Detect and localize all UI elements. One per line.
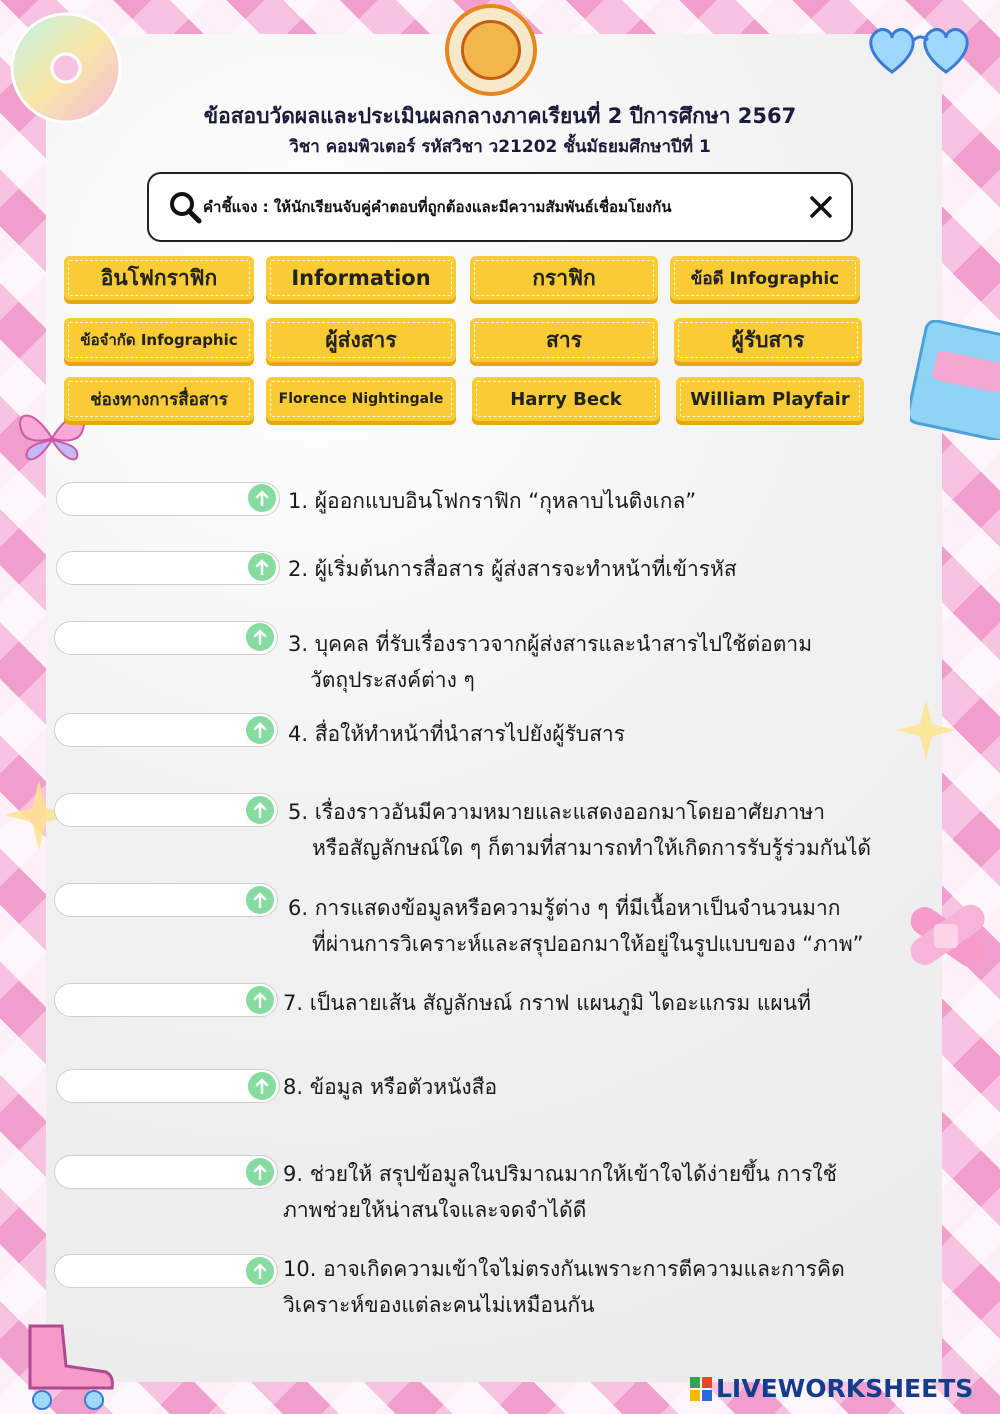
question-line: 7. เป็นลายเส้น สัญลักษณ์ กราฟ แผนภูมิ ไดอะแกรม แผนที่ — [283, 991, 811, 1015]
upload-arrow-icon[interactable] — [246, 986, 274, 1014]
cassette-sticker — [910, 320, 1000, 440]
upload-arrow-icon[interactable] — [246, 796, 274, 824]
upload-arrow-icon[interactable] — [246, 1158, 274, 1186]
question-8 — [283, 1069, 963, 1105]
answer-drop-field[interactable] — [54, 793, 278, 827]
question-line: 6. การแสดงข้อมูลหรือความรู้ต่าง ๆ ที่มีเนื้อหาเป็นจำนวนมาก — [288, 896, 841, 920]
question-line: 5. เรื่องราวอันมีความหมายและแสดงออกมาโดยอาศัยภาษา — [288, 800, 825, 824]
question-line: ภาพช่วยให้น่าสนใจและจดจำได้ดี — [283, 1198, 587, 1222]
brand-name: LIVEWORKSHEETS — [716, 1374, 974, 1403]
question-line: 8. ข้อมูล หรือตัวหนังสือ — [283, 1075, 498, 1099]
answer-drop-field[interactable] — [56, 1069, 280, 1103]
question-6 — [288, 890, 968, 962]
answer-chip[interactable]: ข้อดี Infographic — [670, 256, 860, 300]
upload-arrow-icon[interactable] — [248, 553, 276, 581]
heart-glasses-sticker — [862, 16, 982, 80]
answer-chip[interactable]: ช่องทางการสื่อสาร — [64, 377, 254, 421]
answer-drop-field[interactable] — [54, 883, 278, 917]
answer-drop-field[interactable] — [54, 1254, 278, 1288]
question-line: 1. ผู้ออกแบบอินโฟกราฟิก “กุหลาบไนติงเกล” — [288, 489, 697, 513]
page-title: ข้อสอบวัดผลและประเมินผลกลางภาคเรียนที่ 2 ปีการศึกษา 2567 — [203, 104, 797, 128]
question-line: หรือสัญลักษณ์ใด ๆ ก็ตามที่สามารถทำให้เกิดการรับรู้ร่วมกันได้ — [312, 836, 872, 860]
question-7 — [283, 985, 963, 1021]
question-line: 4. สื่อให้ทำหน้าที่นำสารไปยังผู้รับสาร — [288, 722, 625, 746]
instruction-box — [147, 172, 853, 242]
search-icon — [167, 189, 203, 225]
question-5 — [288, 794, 968, 866]
upload-arrow-icon[interactable] — [246, 886, 274, 914]
page-subtitle: วิชา คอมพิวเตอร์ รหัสวิชา ว21202 ชั้นมัธยมศึกษาปีที่ 1 — [289, 137, 711, 157]
question-1 — [288, 483, 968, 519]
upload-arrow-icon[interactable] — [246, 1257, 274, 1285]
answer-chip[interactable]: Harry Beck — [472, 377, 660, 421]
answer-drop-field[interactable] — [54, 713, 278, 747]
question-3 — [288, 626, 968, 698]
upload-arrow-icon[interactable] — [246, 716, 274, 744]
answer-chip[interactable]: William Playfair — [676, 377, 864, 421]
school-logo — [445, 4, 537, 96]
answer-drop-field[interactable] — [54, 1155, 278, 1189]
question-4 — [288, 716, 968, 752]
question-line: 9. ช่วยให้ สรุปข้อมูลในปริมาณมากให้เข้าใจได้ง่ายขึ้น การใช้ — [283, 1162, 837, 1186]
answer-drop-field[interactable] — [56, 551, 280, 585]
answer-drop-field[interactable] — [56, 482, 280, 516]
close-icon[interactable] — [807, 193, 835, 221]
question-line: วัตถุประสงค์ต่าง ๆ — [310, 668, 475, 692]
question-10 — [283, 1251, 963, 1323]
answer-chip[interactable]: Information — [266, 256, 456, 300]
question-line: 3. บุคคล ที่รับเรื่องราวจากผู้ส่งสารและนำสารไปใช้ต่อตาม — [288, 632, 813, 656]
liveworksheets-mark-icon — [690, 1377, 712, 1401]
question-line: 10. อาจเกิดความเข้าใจไม่ตรงกันเพราะการตีความและการคิด — [283, 1257, 845, 1281]
question-9 — [283, 1156, 963, 1228]
answer-chip[interactable]: อินโฟกราฟิก — [64, 256, 254, 300]
instruction-text: คำชี้แจง : ให้นักเรียนจับคู่คำตอบที่ถูกต้องและมีความสัมพันธ์เชื่อมโยงกัน — [203, 198, 672, 216]
upload-arrow-icon[interactable] — [248, 1072, 276, 1100]
answer-chip[interactable]: กราฟิก — [470, 256, 658, 300]
answer-chip[interactable]: ผู้รับสาร — [674, 318, 862, 362]
liveworksheets-logo[interactable] — [690, 1374, 973, 1403]
answer-chip[interactable]: ผู้ส่งสาร — [266, 318, 456, 362]
answer-drop-field[interactable] — [54, 983, 278, 1017]
question-line: ที่ผ่านการวิเคราะห์และสรุปออกมาให้อยู่ในรูปแบบของ “ภาพ” — [312, 932, 864, 956]
answer-chip[interactable]: สาร — [470, 318, 658, 362]
question-2 — [288, 551, 968, 587]
answer-chip[interactable]: ข้อจำกัด Infographic — [64, 318, 254, 362]
question-line: 2. ผู้เริ่มต้นการสื่อสาร ผู้ส่งสารจะทำหน้าที่เข้ารหัส — [288, 557, 737, 581]
upload-arrow-icon[interactable] — [248, 484, 276, 512]
answer-chip[interactable]: Florence Nightingale — [266, 377, 456, 421]
question-line: วิเคราะห์ของแต่ละคนไม่เหมือนกัน — [283, 1293, 595, 1317]
roller-skate-sticker — [16, 1316, 120, 1412]
answer-drop-field[interactable] — [54, 621, 278, 655]
upload-arrow-icon[interactable] — [246, 623, 274, 651]
